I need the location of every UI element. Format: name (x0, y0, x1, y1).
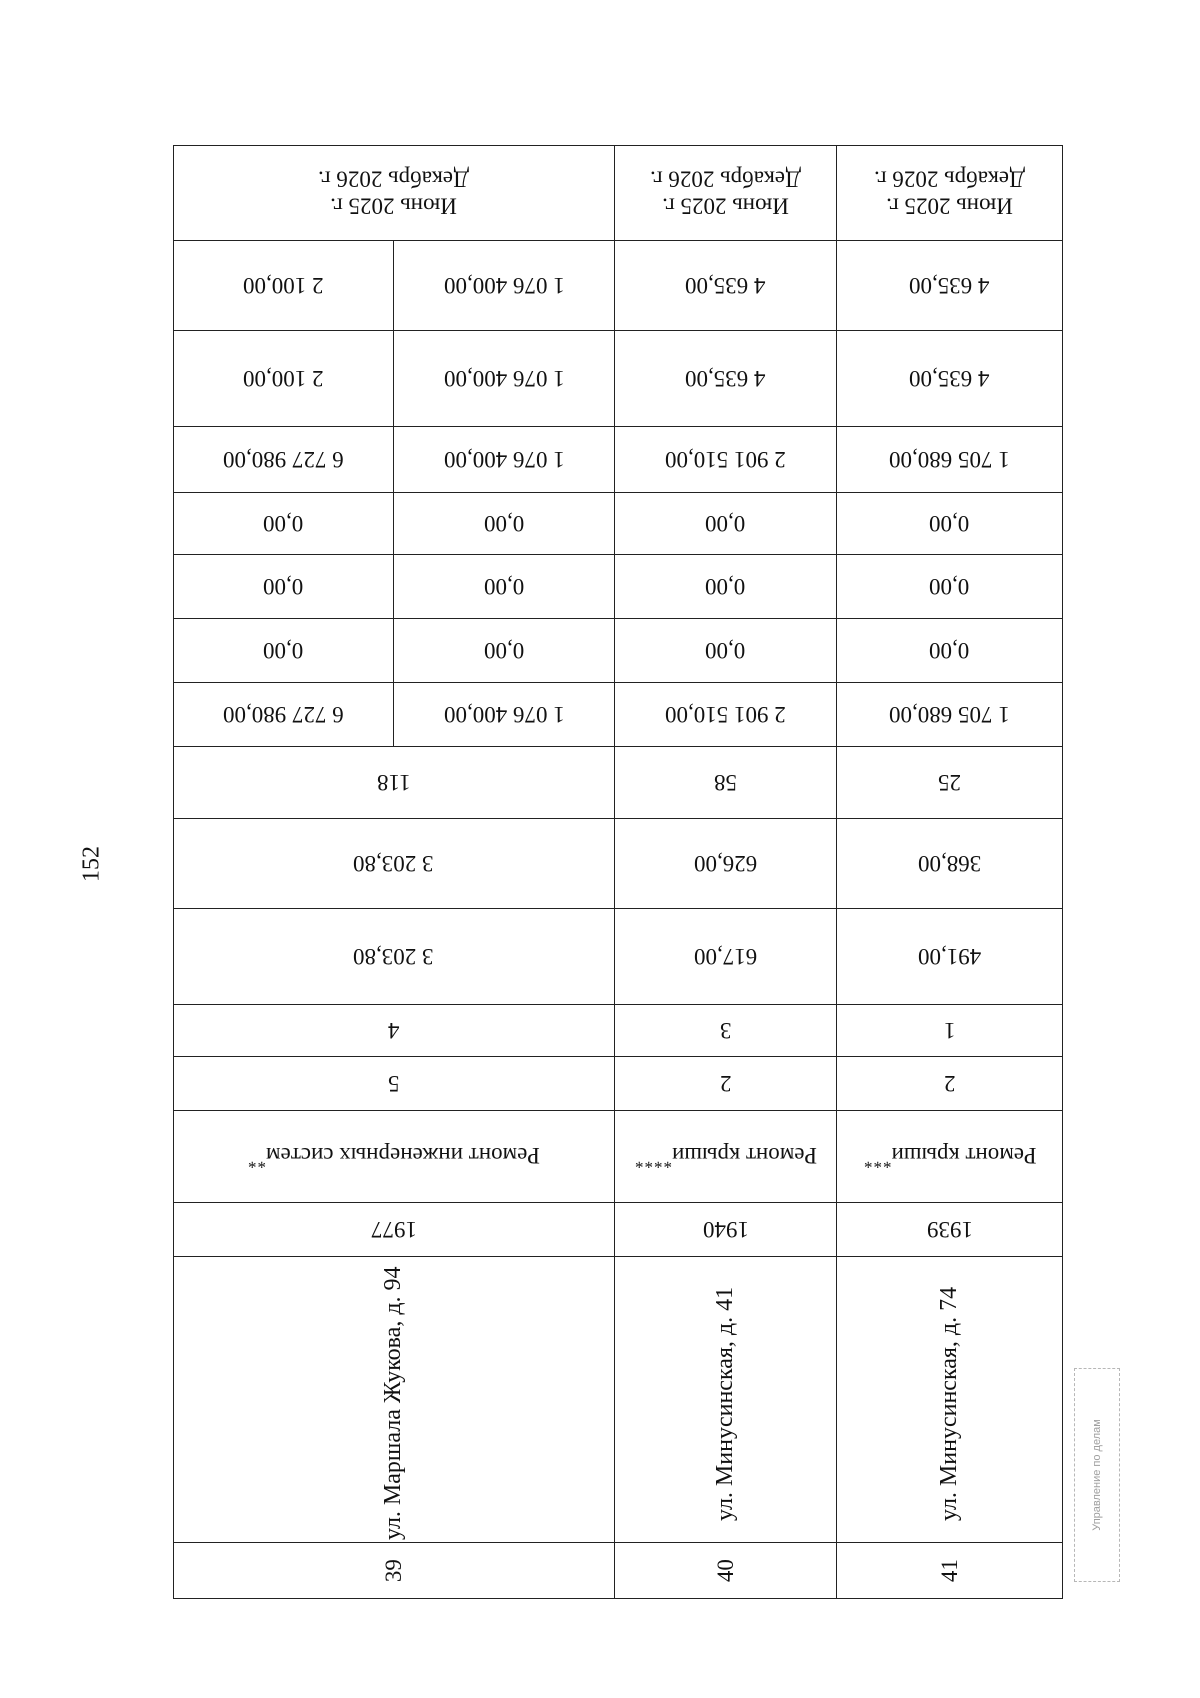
area-total-value: 617,00 (693, 944, 758, 970)
limit-per-m2-value: 4 635,00 (685, 273, 766, 299)
cost-total-value: 6 727 980,00 (222, 702, 344, 728)
cost-total-cell (173, 683, 394, 747)
area-total-value: 3 203,80 (353, 944, 434, 970)
work-type-value: Ремонт крыши (891, 1142, 1037, 1168)
address-cell (173, 1257, 615, 1543)
fund-a-cell (615, 619, 837, 683)
cost-total-cell (394, 683, 615, 747)
area-total-value: 491,00 (917, 944, 982, 970)
cost-per-m2-cell (615, 331, 837, 427)
cost-owner-cell (837, 427, 1063, 493)
cost-owner-value: 1 705 680,00 (889, 447, 1010, 473)
period-end: Декабрь 2026 г. (650, 166, 801, 192)
residents-value: 58 (714, 770, 737, 796)
floors-value: 5 (387, 1071, 400, 1097)
cost-per-m2-cell (173, 331, 394, 427)
cost-owner-cell (173, 427, 394, 493)
limit-per-m2-cell (173, 241, 394, 331)
entrances-value: 4 (387, 1018, 400, 1044)
address-value: ул. Маршала Жукова, д. 94 (380, 1266, 407, 1541)
fund-c-value: 0,00 (262, 511, 304, 537)
year-cell (615, 1203, 837, 1257)
work-type-cell (173, 1111, 615, 1203)
floors-value: 2 (719, 1071, 732, 1097)
address-value: ул. Минусинская, д. 41 (712, 1286, 739, 1521)
fund-c-cell (173, 493, 394, 555)
row-number-value: 41 (936, 1559, 962, 1582)
entrances-cell (837, 1005, 1063, 1057)
residents-value: 25 (938, 770, 961, 796)
row-number-cell (615, 1543, 837, 1599)
fund-a-cell (394, 619, 615, 683)
limit-per-m2-value: 2 100,00 (242, 273, 324, 299)
entrances-value: 1 (943, 1018, 956, 1044)
cost-per-m2-value: 4 635,00 (909, 366, 990, 392)
area-living-cell (173, 819, 615, 909)
fund-b-value: 0,00 (262, 574, 304, 600)
work-type-value: Ремонт крыши (671, 1142, 817, 1168)
cost-per-m2-cell (837, 331, 1063, 427)
fund-c-cell (837, 493, 1063, 555)
cost-per-m2-cell (394, 331, 615, 427)
area-total-cell (837, 909, 1063, 1005)
period-start: Июнь 2025 г. (662, 193, 789, 219)
address-cell (837, 1257, 1063, 1543)
cost-owner-value: 2 901 510,00 (665, 447, 786, 473)
year-value: 1977 (370, 1217, 417, 1243)
period-cell (615, 145, 837, 241)
fund-c-value: 0,00 (483, 511, 525, 537)
period-cell (837, 145, 1063, 241)
floors-value: 2 (943, 1071, 956, 1097)
period-end: Декабрь 2026 г. (874, 166, 1025, 192)
row-number-value: 39 (380, 1559, 406, 1582)
entrances-cell (173, 1005, 615, 1057)
period-start: Июнь 2025 г. (886, 193, 1013, 219)
residents-cell (615, 747, 837, 819)
work-type-value: Ремонт инженерных систем (266, 1142, 540, 1168)
residents-cell (173, 747, 615, 819)
address-cell (615, 1257, 837, 1543)
work-type-cell (615, 1111, 837, 1203)
row-number-value: 40 (712, 1559, 738, 1582)
cost-total-value: 1 705 680,00 (889, 702, 1010, 728)
area-living-cell (837, 819, 1063, 909)
cost-total-cell (837, 683, 1063, 747)
registration-stamp (1074, 1368, 1120, 1582)
fund-a-value: 0,00 (705, 638, 746, 664)
entrances-cell (615, 1005, 837, 1057)
cost-owner-value: 1 076 400,00 (443, 447, 565, 473)
area-total-cell (615, 909, 837, 1005)
limit-per-m2-value: 4 635,00 (909, 273, 990, 299)
fund-b-cell (837, 555, 1063, 619)
period-cell (173, 145, 615, 241)
address-value: ул. Минусинская, д. 74 (936, 1286, 963, 1521)
cost-per-m2-value: 4 635,00 (685, 366, 766, 392)
cost-total-cell (615, 683, 837, 747)
fund-b-value: 0,00 (929, 574, 970, 600)
fund-a-value: 0,00 (483, 638, 525, 664)
residents-cell (837, 747, 1063, 819)
fund-a-cell (173, 619, 394, 683)
area-living-value: 626,00 (693, 851, 758, 877)
page-number: 152 (78, 846, 105, 882)
floors-cell (173, 1057, 615, 1111)
fund-c-cell (615, 493, 837, 555)
floors-cell (837, 1057, 1063, 1111)
cost-total-value: 1 076 400,00 (443, 702, 565, 728)
row-number-cell (173, 1543, 615, 1599)
fund-c-value: 0,00 (929, 511, 970, 537)
cost-owner-cell (394, 427, 615, 493)
fund-b-cell (173, 555, 394, 619)
work-type-footnote-mark: **** (633, 1152, 672, 1172)
area-living-value: 368,00 (917, 851, 982, 877)
year-cell (837, 1203, 1063, 1257)
fund-a-cell (837, 619, 1063, 683)
year-cell (173, 1203, 615, 1257)
fund-a-value: 0,00 (929, 638, 970, 664)
fund-b-value: 0,00 (483, 574, 525, 600)
limit-per-m2-cell (615, 241, 837, 331)
work-type-footnote-mark: *** (862, 1152, 892, 1172)
area-living-value: 3 203,80 (353, 851, 434, 877)
period-end: Декабрь 2026 г. (318, 166, 469, 192)
fund-a-value: 0,00 (262, 638, 304, 664)
stamp-text: Управление по делам (1091, 1419, 1103, 1531)
cost-per-m2-value: 2 100,00 (242, 366, 324, 392)
cost-per-m2-value: 1 076 400,00 (443, 366, 565, 392)
work-type-footnote-mark: ** (247, 1152, 267, 1172)
entrances-value: 3 (719, 1018, 732, 1044)
floors-cell (615, 1057, 837, 1111)
cost-owner-value: 6 727 980,00 (222, 447, 344, 473)
fund-b-cell (394, 555, 615, 619)
fund-c-value: 0,00 (705, 511, 746, 537)
limit-per-m2-cell (394, 241, 615, 331)
area-living-cell (615, 819, 837, 909)
year-value: 1940 (702, 1217, 749, 1243)
fund-c-cell (394, 493, 615, 555)
area-total-cell (173, 909, 615, 1005)
cost-total-value: 2 901 510,00 (665, 702, 786, 728)
period-start: Июнь 2025 г. (330, 193, 457, 219)
fund-b-value: 0,00 (705, 574, 746, 600)
row-number-cell (837, 1543, 1063, 1599)
work-type-cell (837, 1111, 1063, 1203)
cost-owner-cell (615, 427, 837, 493)
limit-per-m2-cell (837, 241, 1063, 331)
year-value: 1939 (926, 1217, 973, 1243)
fund-b-cell (615, 555, 837, 619)
residents-value: 118 (376, 770, 411, 796)
limit-per-m2-value: 1 076 400,00 (443, 273, 565, 299)
